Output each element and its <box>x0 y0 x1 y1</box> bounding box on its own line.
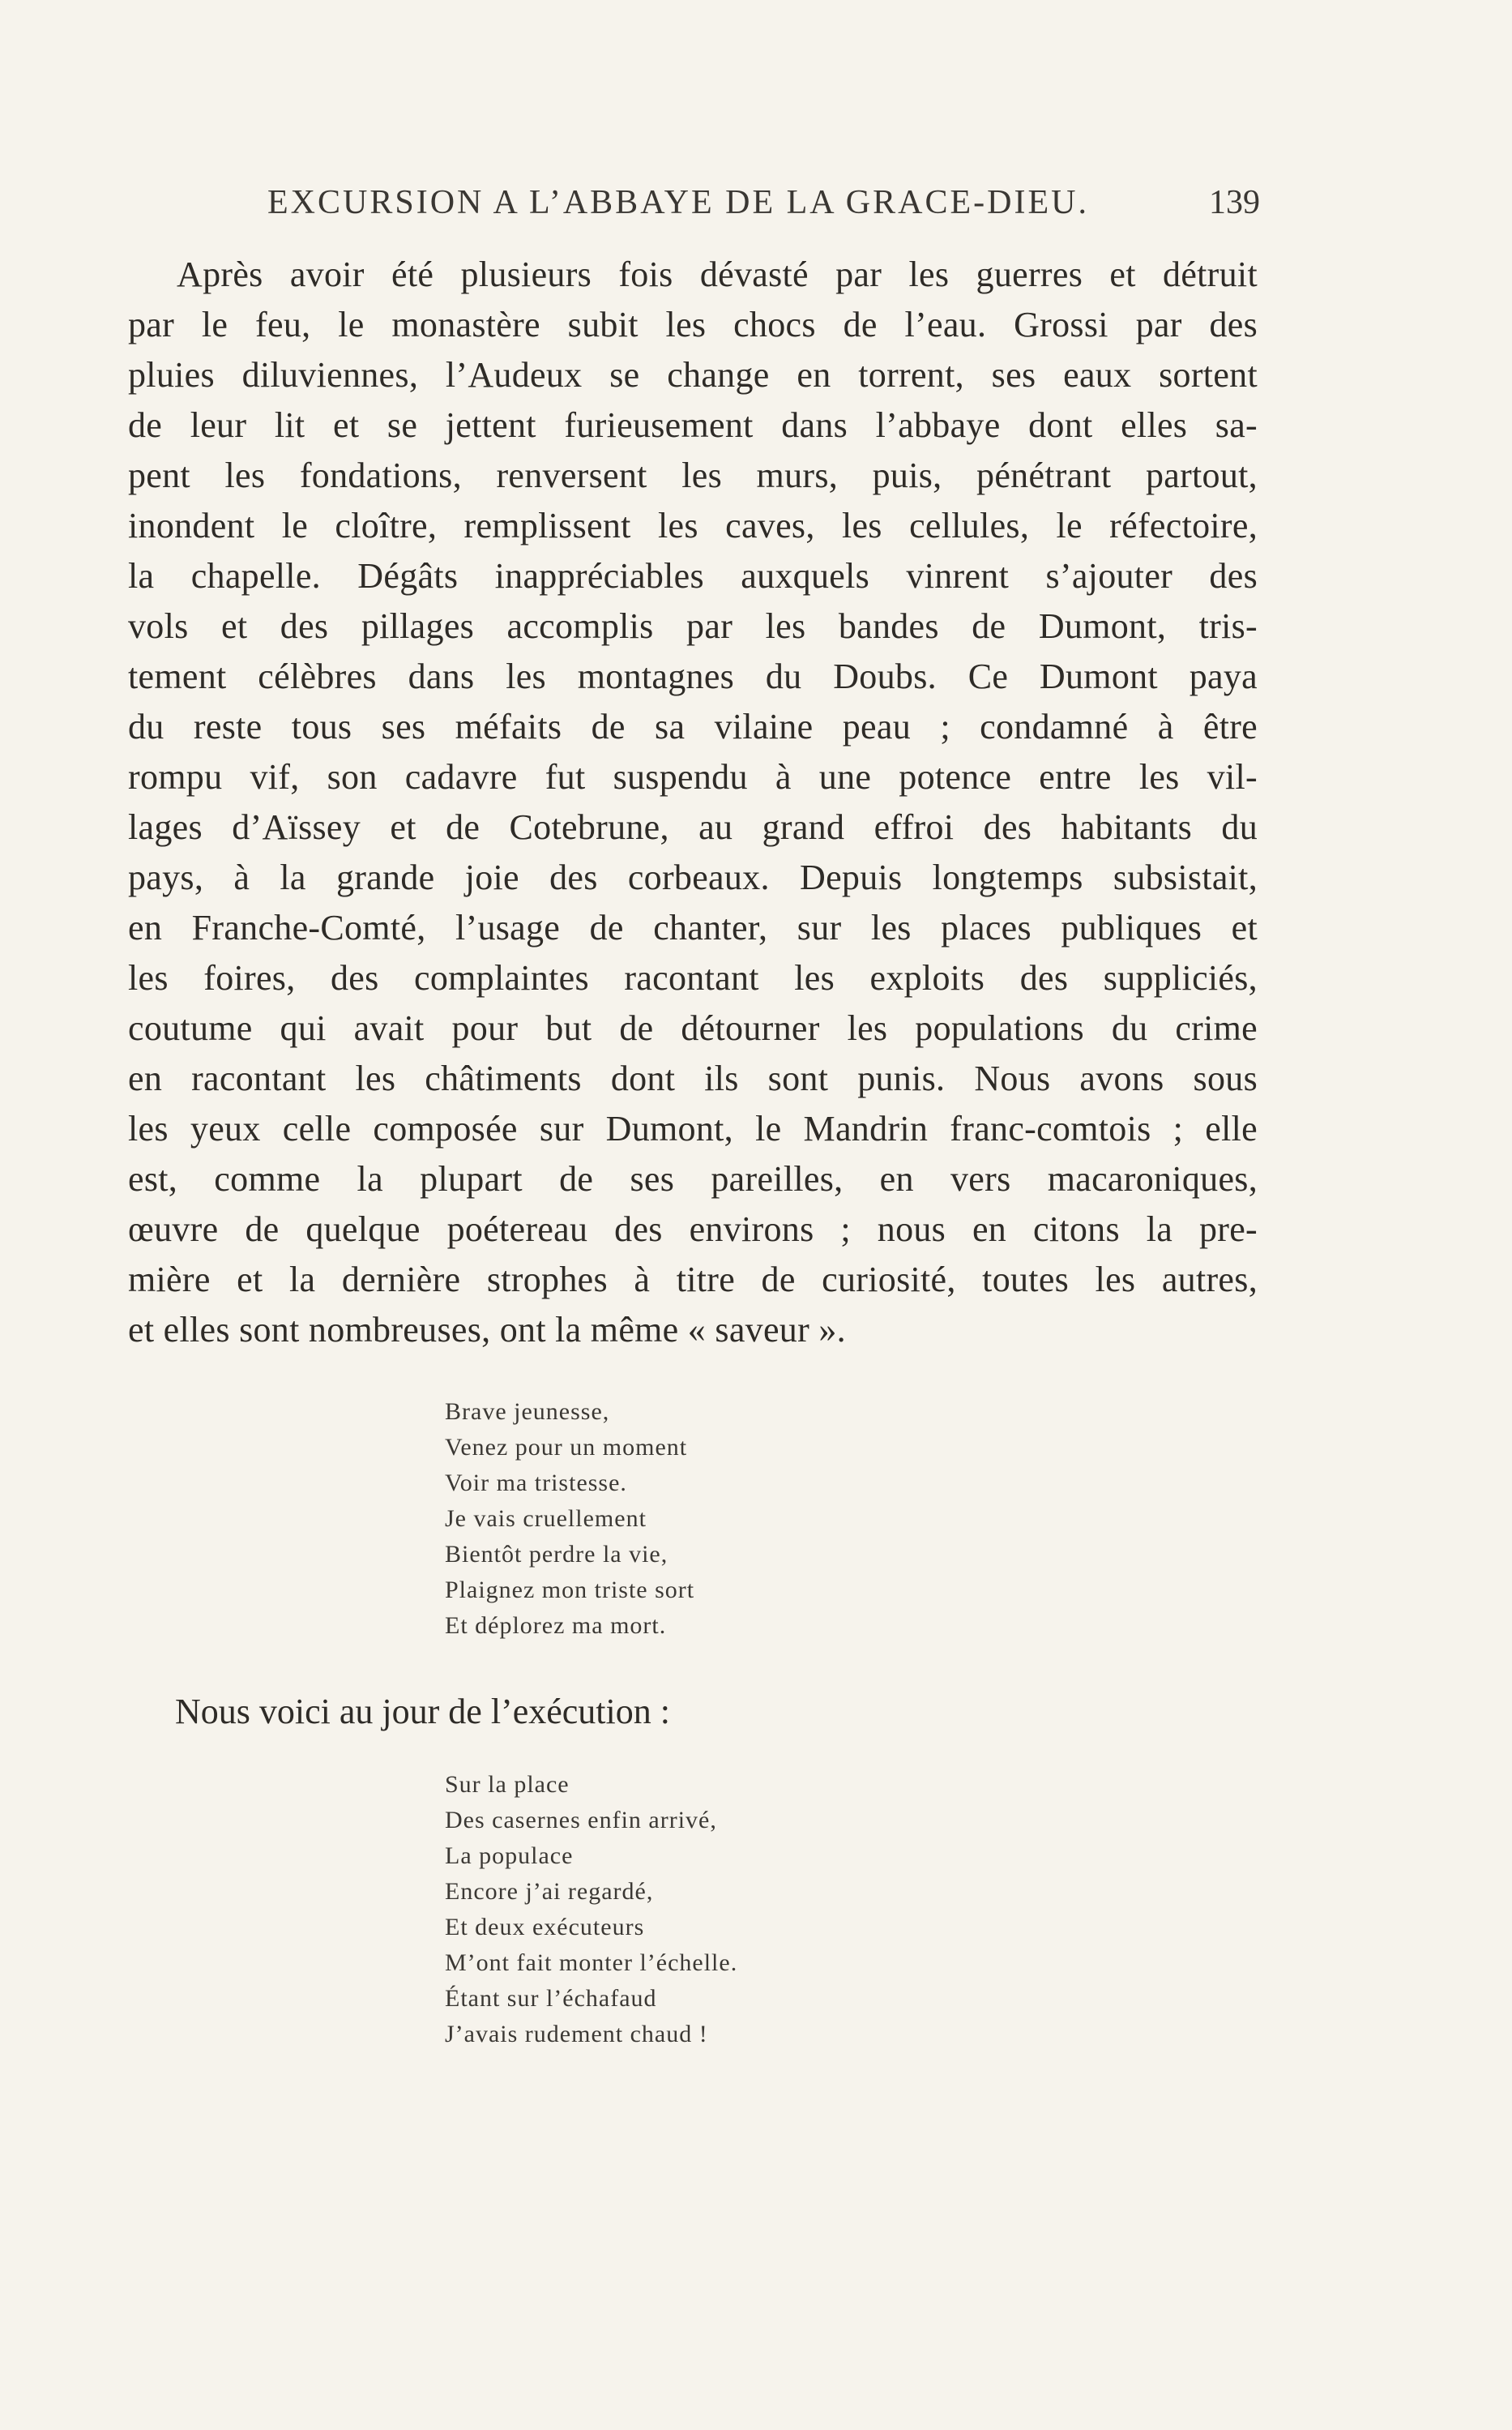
poem-line: Venez pour un moment <box>445 1434 688 1461</box>
paragraph-line: pluies diluviennes, l’Audeux se change en torrent, ses eaux sortent <box>128 355 1258 395</box>
paragraph-line: lages d’Aïssey et de Cotebrune, au grand effroi des habitants du <box>128 807 1258 847</box>
paragraph-line: par le feu, le monastère subit les chocs de l’eau. Grossi par des <box>128 305 1258 344</box>
paragraph-line: Après avoir été plusieurs fois dévasté par les guerres et détruit <box>177 255 1258 294</box>
paragraph-line: de leur lit et se jettent furieusement dans l’abbaye dont elles sa- <box>128 405 1258 445</box>
poem-line: Sur la place <box>445 1771 570 1798</box>
poem-line: Je vais cruellement <box>445 1505 647 1532</box>
poem-line: La populace <box>445 1842 574 1869</box>
paragraph-line: en racontant les châtiments dont ils sont punis. Nous avons sous <box>128 1059 1258 1098</box>
poem-line: Voir ma tristesse. <box>445 1470 627 1496</box>
paragraph-line: pays, à la grande joie des corbeaux. Depuis longtemps subsistait, <box>128 858 1258 897</box>
paragraph-line: les yeux celle composée sur Dumont, le Mandrin franc-comtois ; elle <box>128 1109 1258 1149</box>
poem-line: J’avais rudement chaud ! <box>445 2021 708 2047</box>
paragraph-line: les foires, des complaintes racontant les exploits des suppliciés, <box>128 958 1258 998</box>
poem-first-stanza <box>445 1394 694 1644</box>
poem-line: Brave jeunesse, <box>445 1398 610 1425</box>
paragraph-line: rompu vif, son cadavre fut suspendu à une potence entre les vil- <box>128 757 1258 797</box>
paragraph-line: est, comme la plupart de ses pareilles, en vers macaroniques, <box>128 1159 1258 1199</box>
paragraph-line: tement célèbres dans les montagnes du Doubs. Ce Dumont paya <box>128 657 1258 696</box>
page-number: 139 <box>1209 184 1260 221</box>
paragraph-line: la chapelle. Dégâts inappréciables auxquels vinrent s’ajouter des <box>128 556 1258 596</box>
main-paragraph <box>128 250 1258 1355</box>
paragraph-line: vols et des pillages accomplis par les bandes de Dumont, tris- <box>128 606 1258 646</box>
poem-line: Encore j’ai regardé, <box>445 1878 654 1905</box>
running-title: EXCURSION A L’ABBAYE DE LA GRACE-DIEU. <box>267 184 1089 221</box>
paragraph-line: et elles sont nombreuses, ont la même « saveur ». <box>128 1310 846 1350</box>
poem-line: M’ont fait monter l’échelle. <box>445 1949 738 1976</box>
poem-last-stanza <box>445 1767 737 2052</box>
execution-intro-line: Nous voici au jour de l’exécution : <box>175 1692 670 1731</box>
poem-line: Et deux exécuteurs <box>445 1914 645 1940</box>
paragraph-line: en Franche-Comté, l’usage de chanter, sur les places publiques et <box>128 908 1258 948</box>
paragraph-line: du reste tous ses méfaits de sa vilaine peau ; condamné à être <box>128 707 1258 747</box>
paragraph-line: inondent le cloître, remplissent les caves, les cellules, le réfectoire, <box>128 506 1258 545</box>
poem-line: Plaignez mon triste sort <box>445 1577 695 1603</box>
paragraph-line: mière et la dernière strophes à titre de curiosité, toutes les autres, <box>128 1260 1258 1299</box>
paragraph-line: œuvre de quelque poétereau des environs ; nous en citons la pre- <box>128 1209 1258 1249</box>
poem-line: Bientôt perdre la vie, <box>445 1541 668 1568</box>
paragraph-line: pent les fondations, renversent les murs, puis, pénétrant partout, <box>128 456 1258 495</box>
poem-line: Et déplorez ma mort. <box>445 1612 667 1639</box>
poem-line: Étant sur l’échafaud <box>445 1985 657 2012</box>
poem-line: Des casernes enfin arrivé, <box>445 1807 717 1833</box>
paragraph-line: coutume qui avait pour but de détourner les populations du crime <box>128 1008 1258 1048</box>
